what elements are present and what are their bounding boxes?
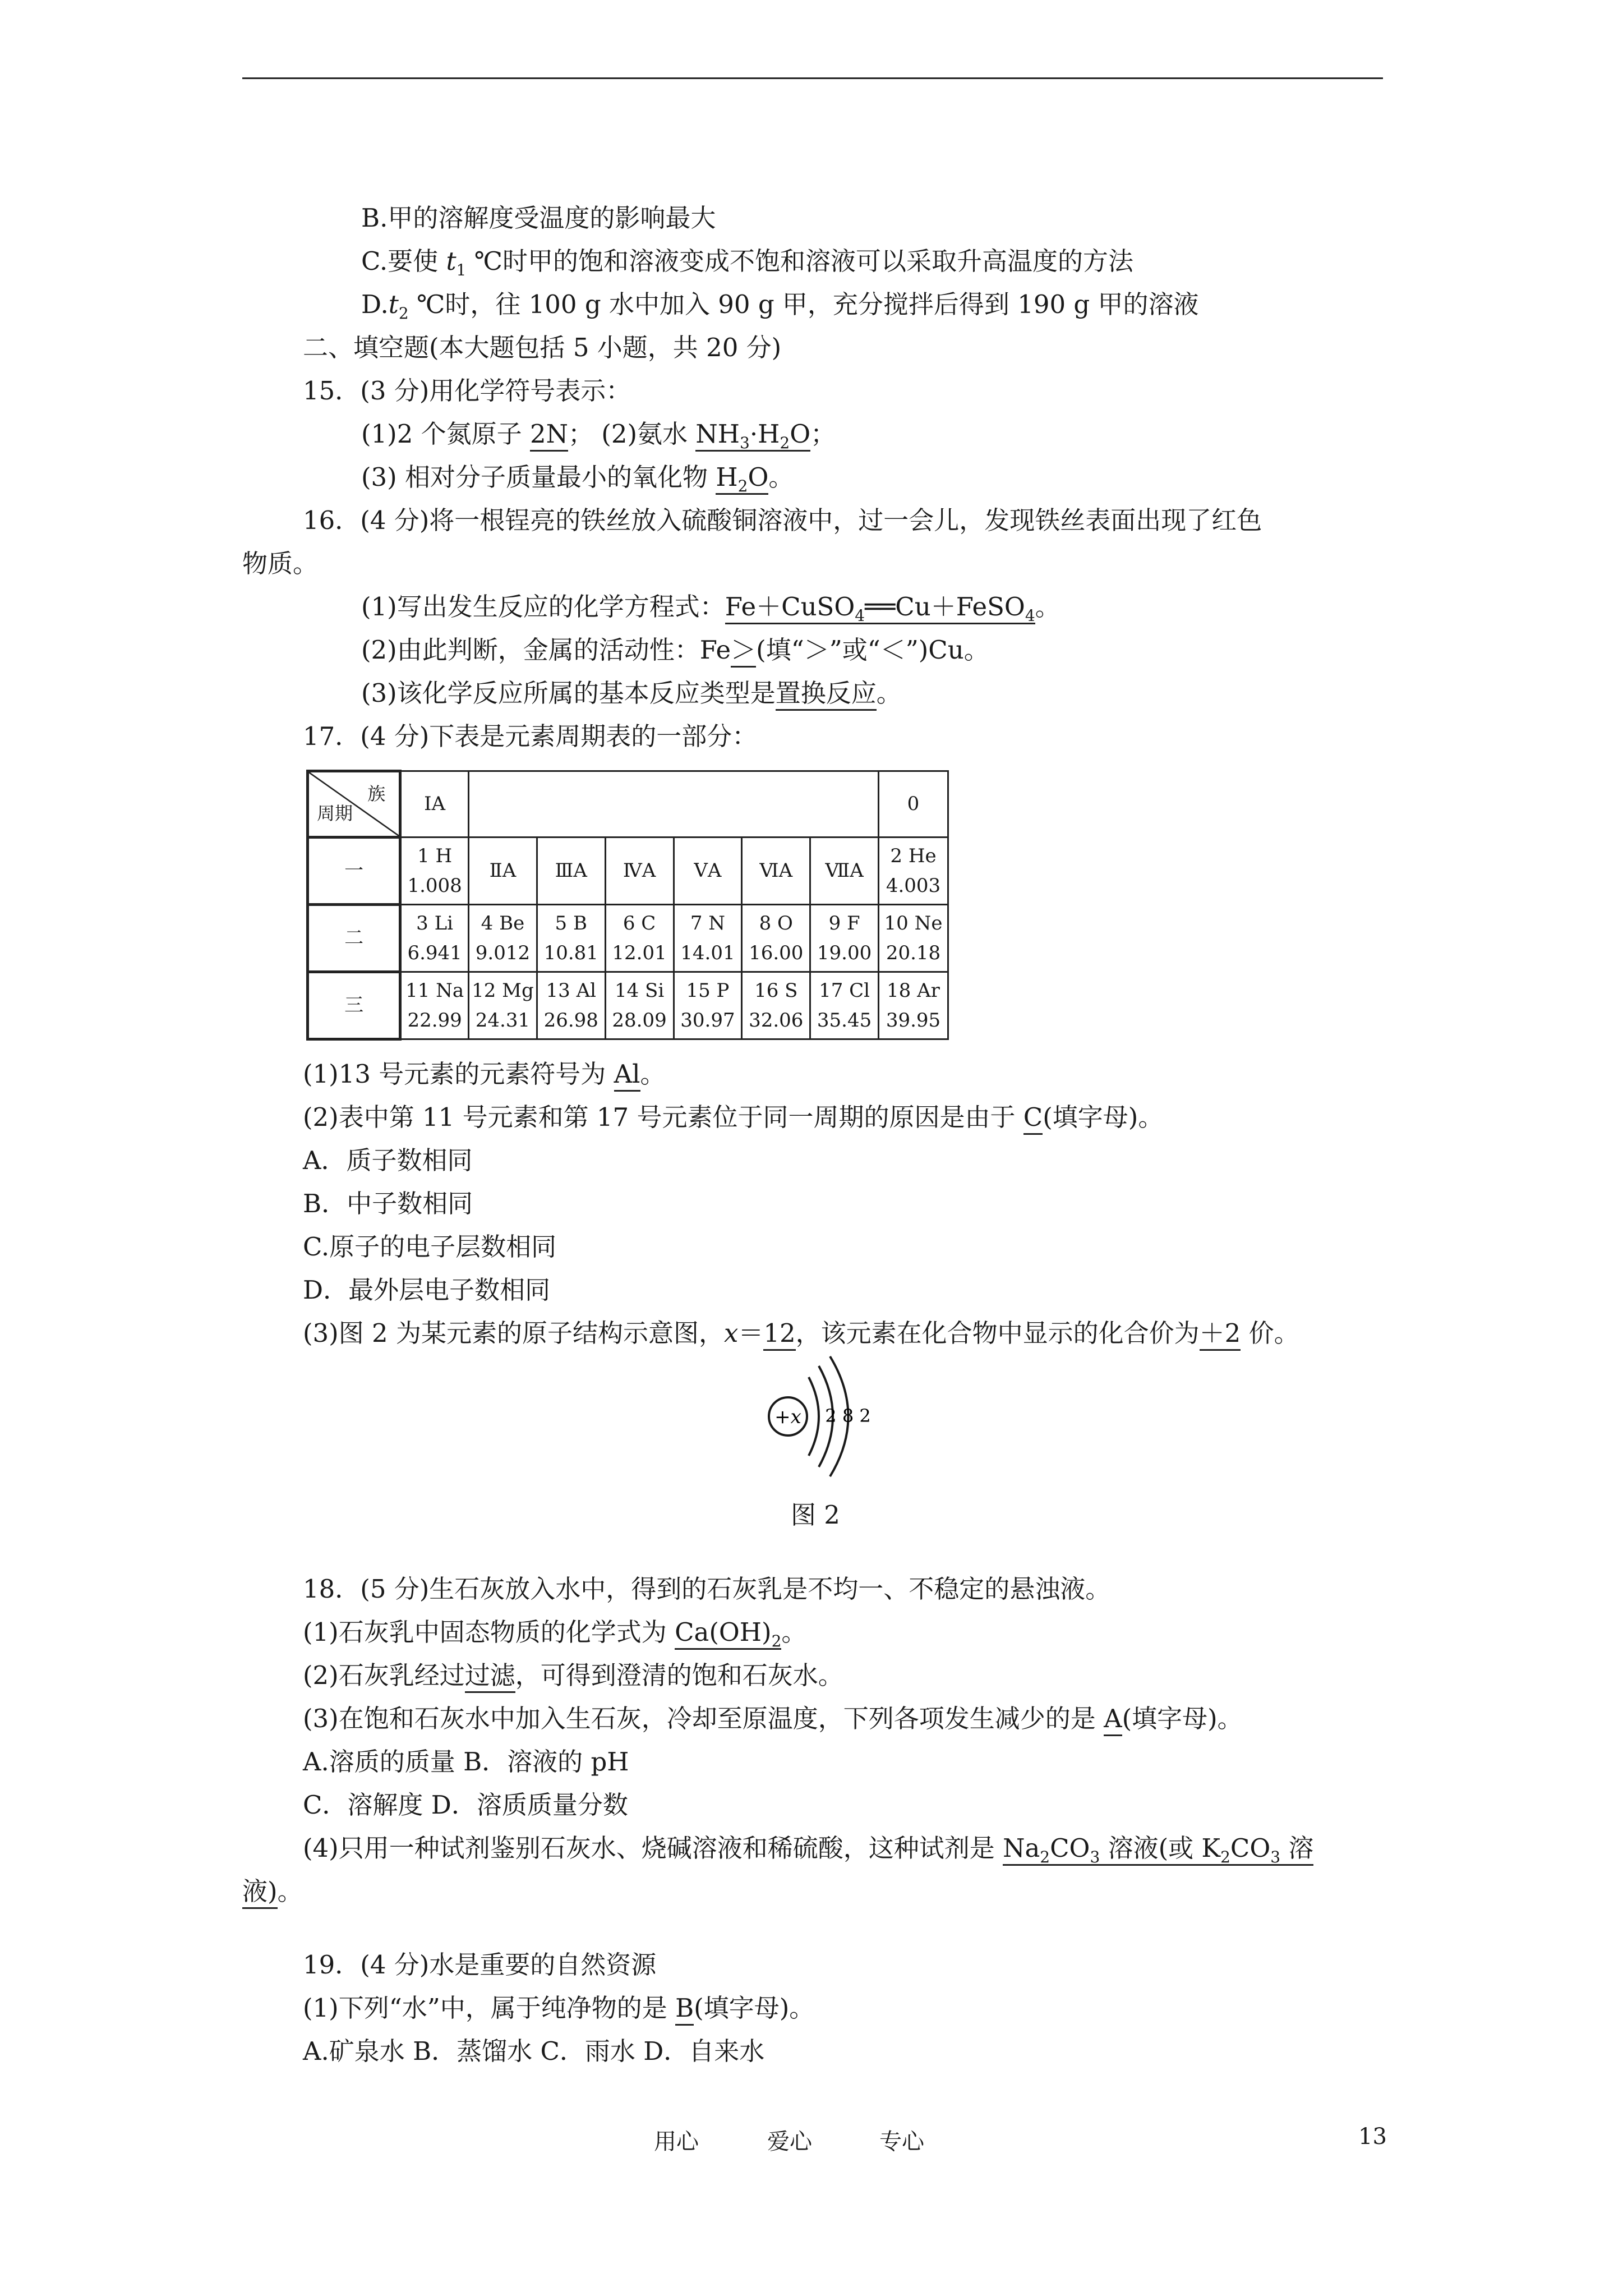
element-cell: 12 Mg 24.31 [469, 972, 537, 1039]
element-cell: 11 Na 22.99 [400, 972, 469, 1039]
element-cell: 2 He 4.003 [879, 838, 948, 905]
group-header-1a: ⅠA [400, 771, 469, 838]
page-number: 13 [1358, 2124, 1387, 2150]
q19-options: A.矿泉水 B．蒸馏水 C．雨水 D．自来水 [303, 2036, 765, 2066]
element-cell: 1 H 1.008 [400, 838, 469, 905]
header-rule [242, 77, 1383, 79]
q18-part2: (2)石灰乳经过过滤，可得到澄清的饱和石灰水。 [303, 1663, 843, 1688]
element-cell: 10 Ne 20.18 [879, 905, 948, 972]
q17-option-d: D．最外层电子数相同 [303, 1275, 551, 1305]
element-cell: 8 O 16.00 [742, 905, 810, 972]
footer-text-2: 爱心 [767, 2129, 812, 2155]
element-cell: 18 Ar 39.95 [879, 972, 948, 1039]
q17-option-a: A．质子数相同 [303, 1145, 473, 1175]
element-cell: 3 Li 6.941 [400, 905, 469, 972]
q17-option-c: C.原子的电子层数相同 [303, 1232, 557, 1262]
group-header-0: 0 [879, 771, 948, 838]
q16-stem-cont: 物质。 [242, 549, 319, 578]
q17-part1: (1)13 号元素的元素符号为 Al。 [303, 1061, 666, 1087]
option-d: $D.t_2$ ℃时，往 100 g 水中加入 90 g 甲，充分搅拌后得到 190 g 甲的溶液 [361, 289, 1199, 323]
element-cell: 5 B 10.81 [537, 905, 605, 972]
q16-stem: 16．(4 分)将一根锃亮的铁丝放入硫酸铜溶液中，过一会儿，发现铁丝表面出现了红色 [303, 505, 1262, 535]
figure-caption: 图 2 [791, 1500, 840, 1530]
q18-part1: (1)石灰乳中固态物质的化学式为 $Ca(OH)_2$。 [303, 1617, 807, 1650]
q18-options-cd: C．溶解度 D．溶质质量分数 [303, 1790, 628, 1820]
element-cell: 13 Al 26.98 [537, 972, 605, 1039]
element-cell: 4 Be 9.012 [469, 905, 537, 972]
q18-part3: (3)在饱和石灰水中加入生石灰，冷却至原温度，下列各项发生减少的是 A(填字母)。 [303, 1706, 1243, 1731]
group-header-3a: ⅢA [537, 838, 605, 905]
table-gap [469, 771, 879, 838]
periodic-table [306, 770, 949, 1038]
group-header-2a: ⅡA [469, 838, 537, 905]
q17-part3: (3)图 2 为某元素的原子结构示意图，x＝12，该元素在化合物中显示的化合价为＋2 价。 [303, 1320, 1299, 1346]
q16-part3: (3)该化学反应所属的基本反应类型是置换反应。 [361, 680, 902, 706]
option-c: C.要使 $t_1$ ℃时甲的饱和溶液变成不饱和溶液可以采取升高温度的方法 [361, 246, 1134, 279]
nucleus-label: +x [774, 1406, 801, 1428]
element-cell: 15 P 30.97 [674, 972, 742, 1039]
shell-electrons-label: 2 8 2 [825, 1405, 871, 1427]
q16-part1: (1)写出发生反应的化学方程式：Fe＋CuSO$_4$══Cu＋FeSO$_4$。 [361, 592, 1061, 625]
q18-part4: (4)只用一种试剂鉴别石灰水、烧碱溶液和稀硫酸，这种试剂是 $Na_2CO_3$ 溶液(或 $K_2CO_3$ 溶 [303, 1833, 1314, 1866]
period-label: 三 [308, 972, 400, 1039]
footer-text-3: 专心 [879, 2129, 924, 2155]
q18-options-ab: A.溶质的质量 B．溶液的 pH [303, 1747, 629, 1777]
q19-stem: 19．(4 分)水是重要的自然资源 [303, 1950, 657, 1980]
group-header-4a: ⅣA [605, 838, 674, 905]
atom-structure-figure [763, 1346, 875, 1487]
element-cell: 9 F 19.00 [810, 905, 879, 972]
q15-part3: (3) 相对分子质量最小的氧化物 $H_2O$。 [361, 462, 794, 495]
q17-part2: (2)表中第 11 号元素和第 17 号元素位于同一周期的原因是由于 C(填字母)。 [303, 1105, 1163, 1130]
q18-stem: 18．(5 分)生石灰放入水中，得到的石灰乳是不均一、不稳定的悬浊液。 [303, 1574, 1111, 1604]
q15-part12: (1)2 个氮原子 2N； (2)氨水 $NH_3\cdot H_2O$； [361, 419, 836, 452]
q16-part2: (2)由此判断，金属的活动性：Fe＞(填“＞”或“＜”)Cu。 [361, 637, 989, 662]
footer-text-1: 用心 [654, 2129, 699, 2155]
element-cell: 14 Si 28.09 [605, 972, 674, 1039]
atom-diagram-svg [763, 1346, 875, 1487]
section-heading: 二、填空题(本大题包括 5 小题，共 20 分) [303, 333, 782, 362]
group-header-5a: ⅤA [674, 838, 742, 905]
element-cell: 17 Cl 35.45 [810, 972, 879, 1039]
group-header-7a: ⅦA [810, 838, 879, 905]
q15-stem: 15．(3 分)用化学符号表示： [303, 376, 631, 406]
option-b: B.甲的溶解度受温度的影响最大 [361, 203, 716, 233]
element-cell: 7 N 14.01 [674, 905, 742, 972]
q19-part1: (1)下列“水”中，属于纯净物的是 B(填字母)。 [303, 1995, 814, 2021]
electron-shell-1 [809, 1377, 819, 1456]
element-cell: 16 S 32.06 [742, 972, 810, 1039]
q17-stem: 17．(4 分)下表是元素周期表的一部分： [303, 721, 758, 751]
period-label: 二 [308, 905, 400, 972]
element-cell: 6 C 12.01 [605, 905, 674, 972]
period-label: 一 [308, 838, 400, 905]
group-header-6a: ⅥA [742, 838, 810, 905]
q17-option-b: B．中子数相同 [303, 1189, 473, 1218]
q18-part4-cont: 液)。 [242, 1879, 303, 1904]
table-corner-cell: 族 周期 [308, 771, 400, 838]
